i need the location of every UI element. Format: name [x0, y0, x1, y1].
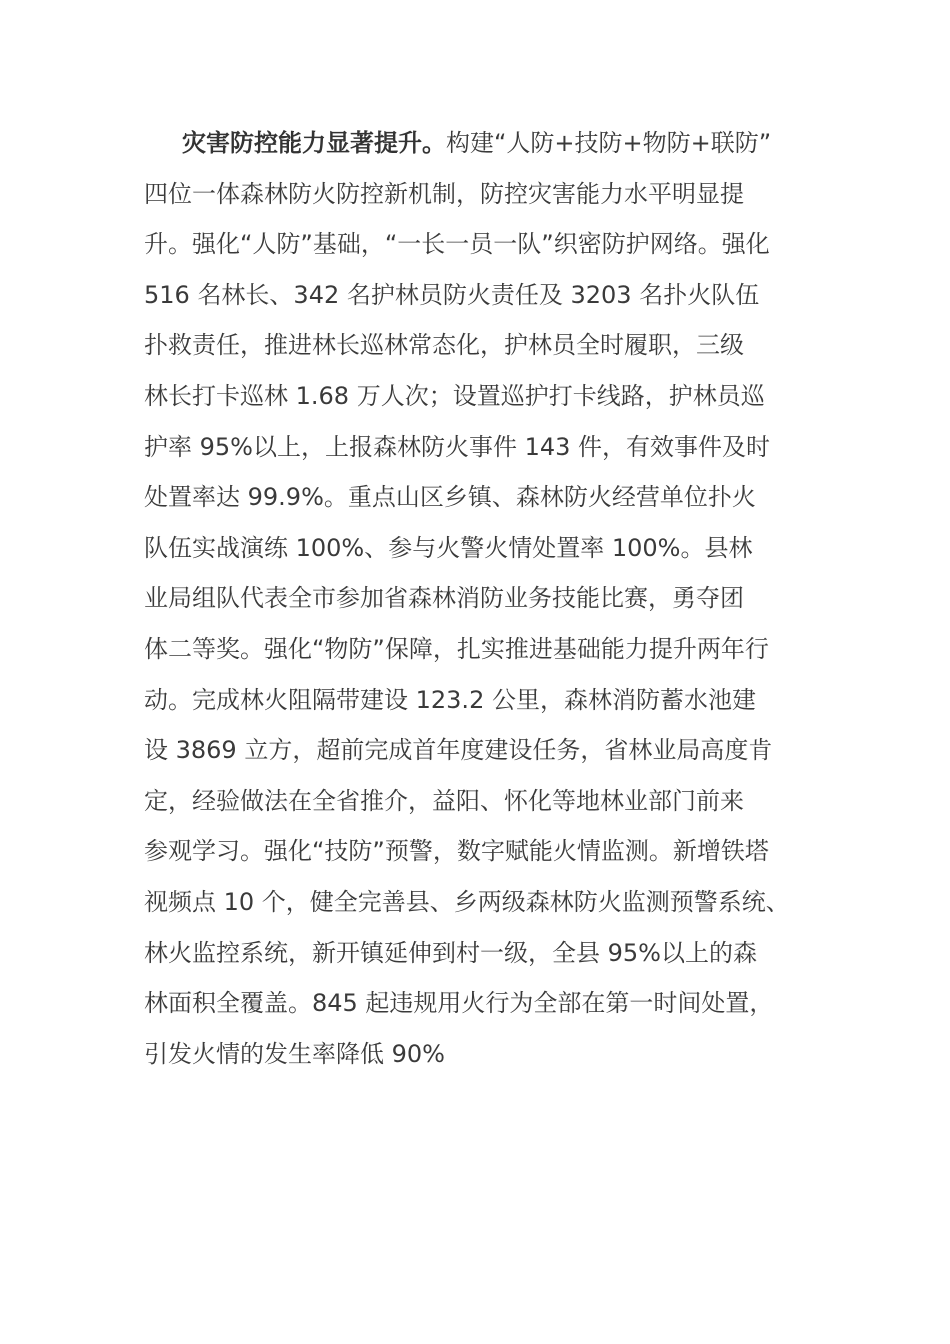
paragraph-line: 护率 95%以上，上报森林防火事件 143 件，有效事件及时 [144, 432, 771, 461]
paragraph-line: 扑救责任，推进林长巡林常态化，护林员全时履职，三级 [144, 331, 744, 360]
paragraph-line: 动。完成林火阻隔带建设 123.2 公里，森林消防蓄水池建 [144, 685, 756, 714]
paragraph-line: 四位一体森林防火防控新机制，防控灾害能力水平明显提 [144, 179, 744, 208]
paragraph-line: 升。强化“人防”基础，“一长一员一队”织密防护网络。强化 [144, 230, 770, 259]
paragraph-line-1 [144, 121, 834, 172]
paragraph-line: 处置率达 99.9%。重点山区乡镇、森林防火经营单位扑火 [144, 483, 756, 512]
paragraph-line: 林面积全覆盖。845 起违规用火行为全部在第一时间处置， [144, 989, 774, 1018]
paragraph-line: 业局组队代表全市参加省森林消防业务技能比赛，勇夺团 [144, 584, 744, 613]
body-paragraph [144, 121, 834, 1082]
paragraph-line: 参观学习。强化“技防”预警，数字赋能火情监测。新增铁塔 [144, 837, 769, 866]
paragraph-line: 队伍实战演练 100%、参与火警火情处置率 100%。县林 [144, 533, 753, 562]
paragraph-line: 林火监控系统，新开镇延伸到村一级，全县 95%以上的森 [144, 938, 757, 967]
paragraph-line: 林长打卡巡林 1.68 万人次；设置巡护打卡线路，护林员巡 [144, 381, 765, 410]
paragraph-line: 定，经验做法在全省推介，益阳、怀化等地林业部门前来 [144, 786, 744, 815]
first-line-text: 构建“人防+技防+物防+联防” [446, 129, 772, 157]
paragraph-line: 设 3869 立方，超前完成首年度建设任务，省林业局高度肯 [144, 736, 773, 765]
paragraph-line: 516 名林长、342 名护林员防火责任及 3203 名扑火队伍 [144, 280, 760, 309]
paragraph-line: 引发火情的发生率降低 90% [144, 1039, 445, 1068]
paragraph-line: 体二等奖。强化“物防”保障，扎实推进基础能力提升两年行 [144, 634, 769, 663]
lead-heading: 灾害防控能力显著提升。 [182, 129, 446, 157]
paragraph-line: 视频点 10 个，健全完善县、乡两级森林防火监测预警系统、 [144, 887, 790, 916]
